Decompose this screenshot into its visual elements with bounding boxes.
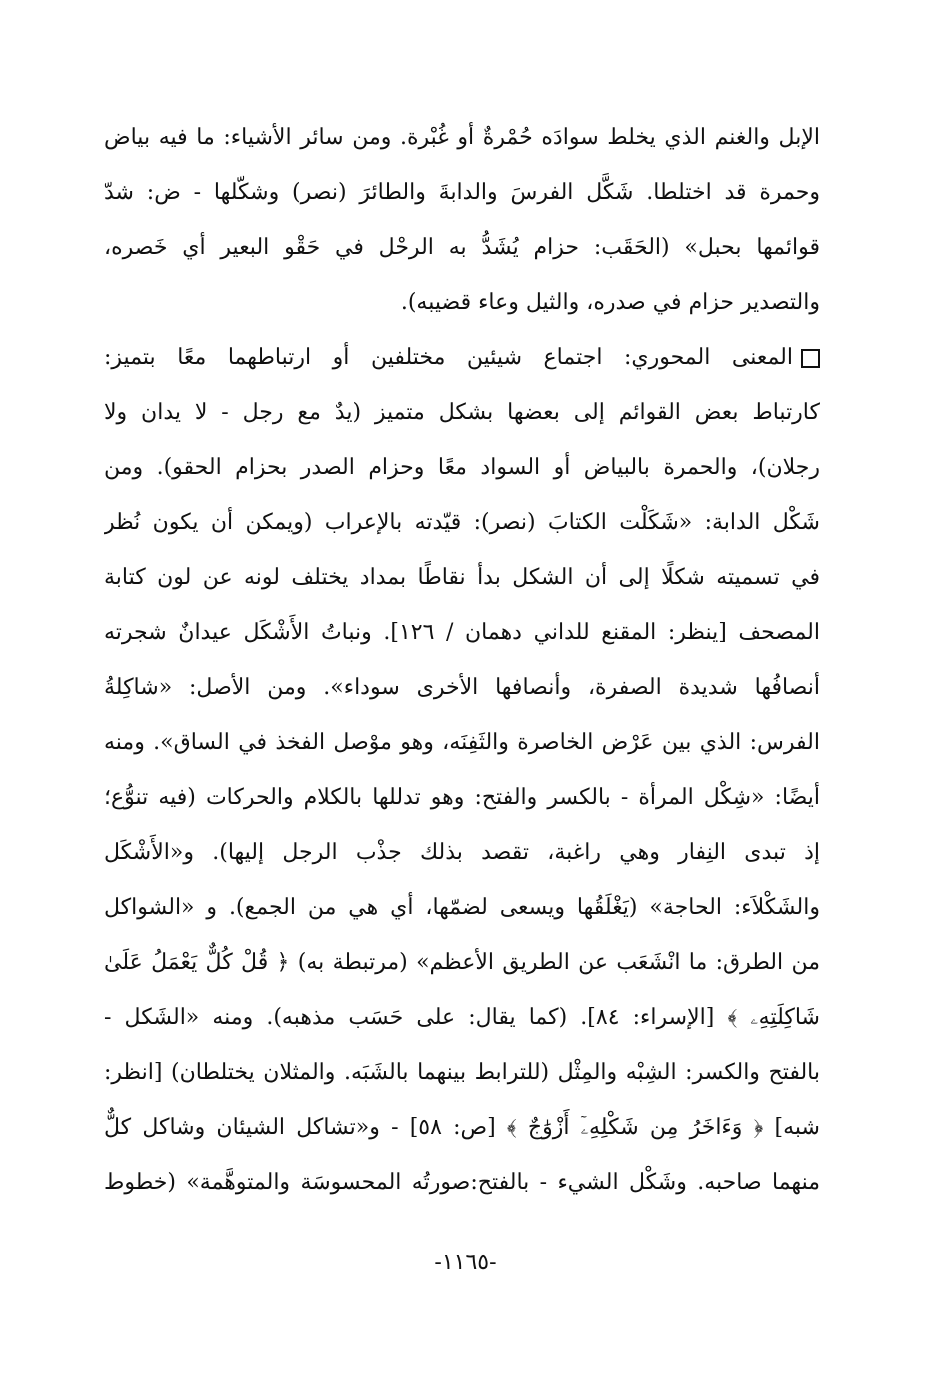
page-number: -١١٦٥- bbox=[434, 1250, 497, 1275]
text-line: شَاكِلَتِهِۦ ﴾ [الإسراء: ٨٤]. (كما يقال: على حَسَب مذهبه). ومنه «الشَكل - bbox=[104, 1005, 820, 1030]
text-line: الفرس: الذي بين عَرْض الخاصرة والثَفِنَه، وهو موْصل الفخذ في الساق». ومنه bbox=[104, 730, 820, 755]
text-line: المصحف [ينظر: المقنع للداني دهمان / ١٢٦]. ونباتُ الأَشْكَل عيدانٌ شجرته bbox=[104, 620, 820, 645]
text-line: منهما صاحبه. وشَكْل الشيء - بالفتح:صورتُه المحسوسَة والمتوهَّمة» (خطوط bbox=[104, 1170, 820, 1195]
text-line: والشَكْلاَء: الحاجة» (يَغْلَقُها ويسعى لضمّها، أي هي من الجمع). و «الشواكل bbox=[104, 895, 820, 920]
body-text bbox=[104, 110, 820, 1210]
text-line: من الطرق: ما انْشَعَب عن الطريق الأعظم» (مرتبطة به) ﴿ قُلْ كُلٌّ يَعْمَلُ عَلَىٰ bbox=[104, 950, 820, 975]
text-line: والتصدير حزام في صدره، والثيل وعاء قضيبه). bbox=[400, 290, 820, 315]
text-line: بالفتح والكسر: الشِبْه والمِثْل (للترابط بينهما بالشَبَه. والمثلان يختلطان) [انظر: bbox=[104, 1060, 820, 1085]
text-line: الإبل والغنم الذي يخلط سوادَه حُمْرةٌ أو غُبْرة. ومن سائر الأشياء: ما فيه بياض bbox=[104, 125, 820, 150]
text-line: في تسميته شكلًا إلى أن الشكل بدأ نقاطًا بمداد يختلف لونه عن لون كتابة bbox=[104, 565, 820, 590]
text-line: أيضًا: «شِكْل المرأة - بالكسر والفتح: وهو تدللها بالكلام والحركات (فيه تنوُّع؛ bbox=[104, 785, 820, 810]
text-line: المعنى المحوري: اجتماع شيئين مختلفين أو ارتباطهما معًا بتميز: bbox=[104, 345, 793, 370]
text-line: شَكْل الدابة: «شَكَلْت الكتابَ (نصر): قيّدته بالإعراب (ويمكن أن يكون نُظر bbox=[104, 510, 820, 535]
text-line: قوائمها بحبل» (الحَقَب: حزام يُشَدُّ به الرحْل في حَقْو البعير أي خَصره، bbox=[104, 235, 820, 260]
section-heading-line bbox=[104, 330, 820, 385]
text-line: إذ تبدى النِفار وهي راغبة، تقصد بذلك جذْب الرجل إليها). و«الأَشْكَل bbox=[104, 840, 820, 865]
text-line: وحمرة قد اختلطا. شَكَّل الفرسَ والدابةَ والطائرَ (نصر) وشكّلها - ض: شدّ bbox=[104, 180, 820, 205]
text-line: أنصافُها شديدة الصفرة، وأنصافها الأخرى سوداء». ومن الأصل: «شاكِلةُ bbox=[104, 675, 820, 700]
text-line: رجلان)، والحمرة بالبياض أو السواد معًا وحزام الصدر بحزام الحقو). ومن bbox=[104, 455, 820, 480]
text-line: شبه] ﴿ وَءَاخَرُ مِن شَكْلِهِۦٓ أَزْوَٰجٌ ﴾ [ص: ٥٨] - و«تشاكل الشيئان وشاكل كلٌّ bbox=[104, 1115, 820, 1140]
square-bullet-icon bbox=[801, 349, 820, 368]
text-line: كارتباط بعض القوائم إلى بعضها بشكل متميز (يدٌ مع رجل - لا يدان ولا bbox=[104, 400, 820, 425]
